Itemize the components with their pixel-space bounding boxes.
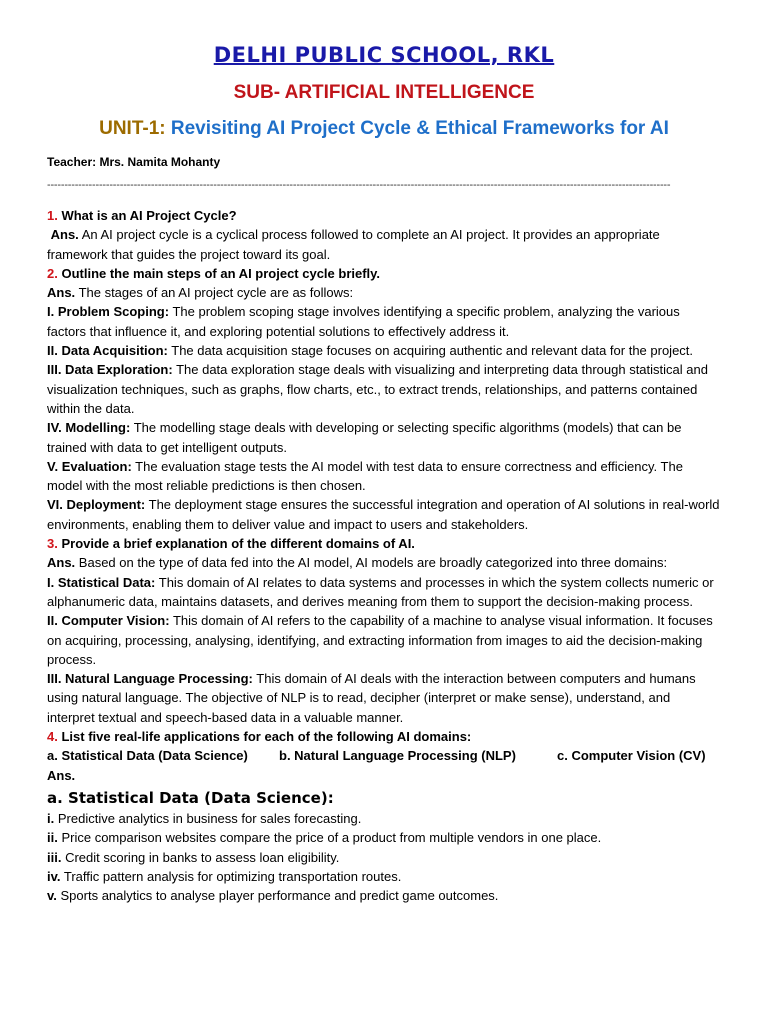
- item-label: iv.: [47, 868, 61, 884]
- stage-text: The problem scoping stage involves identifying a specific problem, analyzing the various factors that influence it, and exploring potential solutions to effectively address it.: [47, 304, 680, 339]
- item-label: i.: [47, 810, 55, 826]
- stage-text: The data exploration stage deals with visualizing and interpreting data through statistical and visualization techniques, such as graphs, flow charts, etc., to extract trends, relationships, and patterns contained within the data.: [47, 362, 708, 416]
- document-page: [47, 40, 721, 905]
- stage-text: The deployment stage ensures the successful integration and operation of AI solutions in real-world environments, enabling them to deliver value and impact to users and stakeholders.: [47, 497, 720, 532]
- answer-text: An AI project cycle is a cyclical process followed to complete an AI project. It provides an appropriate framework that guides the project toward its goal.: [47, 227, 660, 262]
- question-3: [47, 534, 721, 553]
- question-2: [47, 264, 721, 283]
- content: [47, 206, 721, 905]
- domain-item: [47, 573, 721, 612]
- question-number: 1.: [47, 208, 58, 223]
- answer-text: Based on the type of data fed into the AI model, AI models are broadly categorized into three domains:: [78, 555, 668, 571]
- answer-1: [47, 225, 721, 264]
- domain-item: [47, 611, 721, 669]
- answer-3: [47, 553, 721, 572]
- item-text: Predictive analytics in business for sales forecasting.: [57, 810, 362, 826]
- list-item: [47, 867, 721, 886]
- item-text: Traffic pattern analysis for optimizing transportation routes.: [63, 868, 402, 884]
- stage-label: IV. Modelling:: [47, 420, 131, 436]
- domain-label: II. Computer Vision:: [47, 613, 170, 629]
- stage-label: VI. Deployment:: [47, 497, 146, 513]
- question-number: 3.: [47, 536, 58, 552]
- question-1: [47, 206, 721, 225]
- ans-label: Ans.: [47, 285, 76, 301]
- list-item: [47, 828, 721, 847]
- list-item: [47, 848, 721, 867]
- ans-label: Ans.: [50, 227, 79, 243]
- stage-text: The modelling stage deals with developing or selecting specific algorithms (models) that can be trained with data to get intelligent outputs.: [47, 420, 682, 455]
- domain-text: This domain of AI relates to data systems and processes in which the system collects numeric or alphanumeric data, maintains datasets, and derives meaning from them to support the decision-making process.: [47, 574, 714, 609]
- domain-label: I. Statistical Data:: [47, 574, 156, 590]
- item-label: ii.: [47, 830, 58, 846]
- school-name: DELHI PUBLIC SCHOOL, RKL: [213, 43, 555, 67]
- stage-label: V. Evaluation:: [47, 458, 132, 474]
- question-text: Outline the main steps of an AI project cycle briefly.: [61, 265, 381, 281]
- subject-title: SUB- ARTIFICIAL INTELLIGENCE: [233, 82, 535, 103]
- stage-item: [47, 360, 721, 418]
- stage-item: [47, 495, 721, 534]
- domain-label: III. Natural Language Processing:: [47, 671, 253, 687]
- stage-label: II. Data Acquisition:: [47, 343, 168, 359]
- domain-options: [47, 746, 721, 765]
- ans-label: Ans.: [47, 555, 76, 571]
- answer-4: [47, 766, 721, 785]
- question-number: 4.: [47, 729, 58, 745]
- unit-title: [47, 114, 721, 144]
- answer-text: The stages of an AI project cycle are as follows:: [78, 285, 354, 301]
- ans-label: Ans.: [47, 767, 76, 783]
- divider-line: ------------------------------------------------------------------------------------------------------------------------------------------------------------------------------------: [47, 179, 671, 191]
- stage-text: The evaluation stage tests the AI model with test data to ensure correctness and efficiency. The model with the most reliable predictions is then chosen.: [47, 458, 683, 494]
- domain-item: [47, 669, 721, 727]
- domain-text: This domain of AI refers to the capability of a machine to analyse visual information. It focuses on acquiring, processing, analysing, identifying, and extracting information from images to aid the decision-making process.: [47, 613, 713, 667]
- question-4: [47, 727, 721, 746]
- item-text: Price comparison websites compare the price of a product from multiple vendors in one place.: [61, 830, 602, 846]
- item-text: Sports analytics to analyse player performance and predict game outcomes.: [60, 888, 499, 904]
- option-a: a. Statistical Data (Data Science): [47, 748, 248, 764]
- question-text: What is an AI Project Cycle?: [61, 208, 237, 223]
- stage-item: [47, 302, 721, 341]
- item-label: v.: [47, 888, 57, 904]
- question-number: 2.: [47, 265, 58, 281]
- section-heading: a. Statistical Data (Data Science):: [47, 788, 334, 807]
- stage-item: [47, 341, 721, 360]
- option-c: c. Computer Vision (CV): [557, 748, 706, 764]
- stage-item: [47, 457, 721, 496]
- stage-label: I. Problem Scoping:: [47, 304, 170, 320]
- answer-2: [47, 283, 721, 302]
- question-text: Provide a brief explanation of the different domains of AI.: [61, 536, 415, 552]
- unit-prefix: UNIT-1:: [99, 118, 166, 139]
- question-text: List five real-life applications for each of the following AI domains:: [61, 729, 472, 745]
- stage-text: The data acquisition stage focuses on acquiring authentic and relevant data for the project.: [171, 343, 694, 359]
- unit-name: Revisiting AI Project Cycle & Ethical Frameworks for AI: [170, 118, 669, 139]
- domain-text: This domain of AI deals with the interaction between computers and humans using natural language. The objective of NLP is to read, decipher (interpret or make sense), understand, and interpret textual and speech-based data in a valuable manner.: [47, 671, 696, 725]
- item-label: iii.: [47, 849, 62, 865]
- item-text: Credit scoring in banks to assess loan eligibility.: [65, 849, 340, 865]
- list-item: [47, 809, 721, 828]
- stage-item: [47, 418, 721, 457]
- teacher-name: Teacher: Mrs. Namita Mohanty: [47, 155, 221, 169]
- list-item: [47, 886, 721, 905]
- stage-label: III. Data Exploration:: [47, 362, 173, 378]
- option-b: b. Natural Language Processing (NLP): [279, 748, 516, 764]
